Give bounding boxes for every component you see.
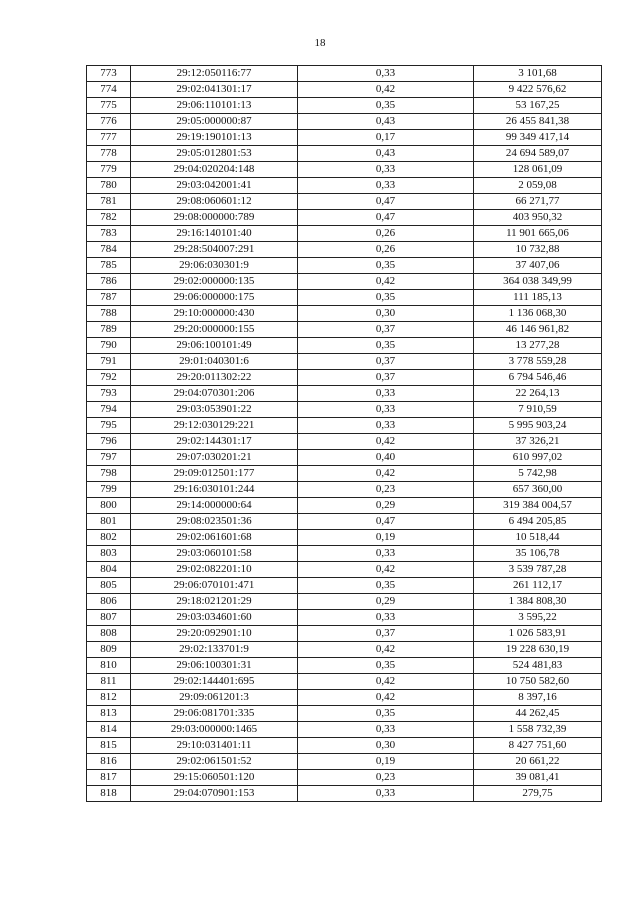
value-cell: 10 518,44	[474, 530, 602, 546]
value-cell: 19 228 630,19	[474, 642, 602, 658]
value-cell: 39 081,41	[474, 770, 602, 786]
cadastral-number-cell: 29:08:060601:12	[131, 194, 298, 210]
cadastral-number-cell: 29:28:504007:291	[131, 242, 298, 258]
rate-cell: 0,37	[298, 322, 474, 338]
value-cell: 3 778 559,28	[474, 354, 602, 370]
cadastral-number-cell: 29:05:000000:87	[131, 114, 298, 130]
row-number-cell: 786	[87, 274, 131, 290]
rate-cell: 0,42	[298, 562, 474, 578]
cadastral-number-cell: 29:07:030201:21	[131, 450, 298, 466]
rate-cell: 0,29	[298, 498, 474, 514]
value-cell: 3 101,68	[474, 66, 602, 82]
row-number-cell: 793	[87, 386, 131, 402]
cadastral-number-cell: 29:05:012801:53	[131, 146, 298, 162]
value-cell: 9 422 576,62	[474, 82, 602, 98]
value-cell: 24 694 589,07	[474, 146, 602, 162]
cadastral-number-cell: 29:02:082201:10	[131, 562, 298, 578]
value-cell: 10 732,88	[474, 242, 602, 258]
table-row	[87, 754, 602, 770]
rate-cell: 0,42	[298, 642, 474, 658]
table-row	[87, 642, 602, 658]
value-cell: 128 061,09	[474, 162, 602, 178]
row-number-cell: 794	[87, 402, 131, 418]
rate-cell: 0,33	[298, 178, 474, 194]
value-cell: 6 794 546,46	[474, 370, 602, 386]
value-cell: 1 384 808,30	[474, 594, 602, 610]
row-number-cell: 797	[87, 450, 131, 466]
row-number-cell: 811	[87, 674, 131, 690]
rate-cell: 0,17	[298, 130, 474, 146]
value-cell: 524 481,83	[474, 658, 602, 674]
row-number-cell: 795	[87, 418, 131, 434]
value-cell: 11 901 665,06	[474, 226, 602, 242]
table-row	[87, 242, 602, 258]
value-cell: 37 407,06	[474, 258, 602, 274]
table-row	[87, 482, 602, 498]
value-cell: 1 026 583,91	[474, 626, 602, 642]
table-row	[87, 514, 602, 530]
cadastral-number-cell: 29:03:042001:41	[131, 178, 298, 194]
rate-cell: 0,42	[298, 690, 474, 706]
cadastral-number-cell: 29:06:070101:471	[131, 578, 298, 594]
rate-cell: 0,35	[298, 258, 474, 274]
value-cell: 610 997,02	[474, 450, 602, 466]
rate-cell: 0,33	[298, 546, 474, 562]
table-row	[87, 562, 602, 578]
rate-cell: 0,37	[298, 626, 474, 642]
table-row	[87, 546, 602, 562]
table-row	[87, 594, 602, 610]
rate-cell: 0,23	[298, 482, 474, 498]
cadastral-number-cell: 29:02:144301:17	[131, 434, 298, 450]
row-number-cell: 788	[87, 306, 131, 322]
table-row	[87, 770, 602, 786]
row-number-cell: 777	[87, 130, 131, 146]
rate-cell: 0,35	[298, 98, 474, 114]
rate-cell: 0,33	[298, 418, 474, 434]
value-cell: 279,75	[474, 786, 602, 802]
rate-cell: 0,42	[298, 674, 474, 690]
row-number-cell: 776	[87, 114, 131, 130]
table-row	[87, 98, 602, 114]
table-row	[87, 338, 602, 354]
cadastral-number-cell: 29:02:144401:695	[131, 674, 298, 690]
value-cell: 99 349 417,14	[474, 130, 602, 146]
row-number-cell: 816	[87, 754, 131, 770]
cadastral-number-cell: 29:02:133701:9	[131, 642, 298, 658]
row-number-cell: 802	[87, 530, 131, 546]
table-row	[87, 290, 602, 306]
data-table	[86, 65, 602, 802]
table-row	[87, 66, 602, 82]
value-cell: 10 750 582,60	[474, 674, 602, 690]
row-number-cell: 782	[87, 210, 131, 226]
rate-cell: 0,42	[298, 274, 474, 290]
cadastral-number-cell: 29:02:061501:52	[131, 754, 298, 770]
cadastral-number-cell: 29:10:000000:430	[131, 306, 298, 322]
rate-cell: 0,26	[298, 226, 474, 242]
table-row	[87, 450, 602, 466]
rate-cell: 0,42	[298, 434, 474, 450]
rate-cell: 0,26	[298, 242, 474, 258]
row-number-cell: 785	[87, 258, 131, 274]
table-row	[87, 114, 602, 130]
row-number-cell: 801	[87, 514, 131, 530]
row-number-cell: 808	[87, 626, 131, 642]
cadastral-number-cell: 29:03:060101:58	[131, 546, 298, 562]
cadastral-number-cell: 29:20:011302:22	[131, 370, 298, 386]
row-number-cell: 803	[87, 546, 131, 562]
cadastral-number-cell: 29:02:041301:17	[131, 82, 298, 98]
table-row	[87, 146, 602, 162]
rate-cell: 0,19	[298, 530, 474, 546]
value-cell: 20 661,22	[474, 754, 602, 770]
cadastral-number-cell: 29:09:061201:3	[131, 690, 298, 706]
cadastral-number-cell: 29:08:000000:789	[131, 210, 298, 226]
row-number-cell: 807	[87, 610, 131, 626]
row-number-cell: 780	[87, 178, 131, 194]
rate-cell: 0,35	[298, 658, 474, 674]
value-cell: 1 558 732,39	[474, 722, 602, 738]
table-row	[87, 162, 602, 178]
table-body	[87, 66, 602, 802]
row-number-cell: 800	[87, 498, 131, 514]
rate-cell: 0,30	[298, 738, 474, 754]
table-row	[87, 786, 602, 802]
row-number-cell: 818	[87, 786, 131, 802]
cadastral-number-cell: 29:03:000000:1465	[131, 722, 298, 738]
row-number-cell: 791	[87, 354, 131, 370]
rate-cell: 0,37	[298, 370, 474, 386]
table-row	[87, 658, 602, 674]
table-row	[87, 418, 602, 434]
value-cell: 261 112,17	[474, 578, 602, 594]
table-row	[87, 130, 602, 146]
value-cell: 35 106,78	[474, 546, 602, 562]
value-cell: 8 397,16	[474, 690, 602, 706]
row-number-cell: 774	[87, 82, 131, 98]
cadastral-number-cell: 29:09:012501:177	[131, 466, 298, 482]
value-cell: 2 059,08	[474, 178, 602, 194]
cadastral-number-cell: 29:04:070301:206	[131, 386, 298, 402]
value-cell: 1 136 068,30	[474, 306, 602, 322]
rate-cell: 0,47	[298, 210, 474, 226]
cadastral-number-cell: 29:18:021201:29	[131, 594, 298, 610]
table-row	[87, 690, 602, 706]
table-row	[87, 674, 602, 690]
value-cell: 46 146 961,82	[474, 322, 602, 338]
row-number-cell: 778	[87, 146, 131, 162]
table-row	[87, 274, 602, 290]
table-row	[87, 322, 602, 338]
rate-cell: 0,35	[298, 706, 474, 722]
rate-cell: 0,33	[298, 610, 474, 626]
rate-cell: 0,33	[298, 386, 474, 402]
table-row	[87, 610, 602, 626]
table-row	[87, 178, 602, 194]
rate-cell: 0,35	[298, 338, 474, 354]
value-cell: 66 271,77	[474, 194, 602, 210]
cadastral-number-cell: 29:20:000000:155	[131, 322, 298, 338]
table-row	[87, 738, 602, 754]
rate-cell: 0,43	[298, 146, 474, 162]
table-row	[87, 354, 602, 370]
row-number-cell: 809	[87, 642, 131, 658]
cadastral-number-cell: 29:16:030101:244	[131, 482, 298, 498]
rate-cell: 0,33	[298, 66, 474, 82]
table-row	[87, 434, 602, 450]
row-number-cell: 790	[87, 338, 131, 354]
cadastral-number-cell: 29:06:000000:175	[131, 290, 298, 306]
cadastral-number-cell: 29:20:092901:10	[131, 626, 298, 642]
table-row	[87, 626, 602, 642]
cadastral-number-cell: 29:12:030129:221	[131, 418, 298, 434]
value-cell: 3 595,22	[474, 610, 602, 626]
cadastral-number-cell: 29:04:020204:148	[131, 162, 298, 178]
value-cell: 44 262,45	[474, 706, 602, 722]
rate-cell: 0,33	[298, 402, 474, 418]
row-number-cell: 781	[87, 194, 131, 210]
rate-cell: 0,42	[298, 466, 474, 482]
rate-cell: 0,33	[298, 722, 474, 738]
row-number-cell: 810	[87, 658, 131, 674]
row-number-cell: 799	[87, 482, 131, 498]
table-row	[87, 386, 602, 402]
value-cell: 5 742,98	[474, 466, 602, 482]
row-number-cell: 773	[87, 66, 131, 82]
row-number-cell: 798	[87, 466, 131, 482]
rate-cell: 0,33	[298, 786, 474, 802]
rate-cell: 0,33	[298, 162, 474, 178]
value-cell: 22 264,13	[474, 386, 602, 402]
table-row	[87, 530, 602, 546]
row-number-cell: 796	[87, 434, 131, 450]
rate-cell: 0,42	[298, 82, 474, 98]
cadastral-number-cell: 29:03:034601:60	[131, 610, 298, 626]
cadastral-number-cell: 29:02:061601:68	[131, 530, 298, 546]
value-cell: 319 384 004,57	[474, 498, 602, 514]
table-row	[87, 722, 602, 738]
value-cell: 3 539 787,28	[474, 562, 602, 578]
row-number-cell: 815	[87, 738, 131, 754]
rate-cell: 0,47	[298, 514, 474, 530]
cadastral-number-cell: 29:08:023501:36	[131, 514, 298, 530]
row-number-cell: 787	[87, 290, 131, 306]
cadastral-number-cell: 29:06:110101:13	[131, 98, 298, 114]
rate-cell: 0,40	[298, 450, 474, 466]
value-cell: 53 167,25	[474, 98, 602, 114]
cadastral-number-cell: 29:06:100301:31	[131, 658, 298, 674]
rate-cell: 0,35	[298, 578, 474, 594]
value-cell: 7 910,59	[474, 402, 602, 418]
rate-cell: 0,23	[298, 770, 474, 786]
rate-cell: 0,43	[298, 114, 474, 130]
cadastral-number-cell: 29:14:000000:64	[131, 498, 298, 514]
cadastral-number-cell: 29:16:140101:40	[131, 226, 298, 242]
value-cell: 8 427 751,60	[474, 738, 602, 754]
table-row	[87, 498, 602, 514]
cadastral-number-cell: 29:06:030301:9	[131, 258, 298, 274]
row-number-cell: 814	[87, 722, 131, 738]
value-cell: 364 038 349,99	[474, 274, 602, 290]
rate-cell: 0,29	[298, 594, 474, 610]
row-number-cell: 783	[87, 226, 131, 242]
rate-cell: 0,30	[298, 306, 474, 322]
rate-cell: 0,37	[298, 354, 474, 370]
row-number-cell: 813	[87, 706, 131, 722]
row-number-cell: 805	[87, 578, 131, 594]
cadastral-number-cell: 29:03:053901:22	[131, 402, 298, 418]
row-number-cell: 812	[87, 690, 131, 706]
table-row	[87, 466, 602, 482]
cadastral-number-cell: 29:02:000000:135	[131, 274, 298, 290]
value-cell: 13 277,28	[474, 338, 602, 354]
rate-cell: 0,47	[298, 194, 474, 210]
value-cell: 6 494 205,85	[474, 514, 602, 530]
table-row	[87, 578, 602, 594]
row-number-cell: 806	[87, 594, 131, 610]
row-number-cell: 792	[87, 370, 131, 386]
value-cell: 403 950,32	[474, 210, 602, 226]
cadastral-number-cell: 29:10:031401:11	[131, 738, 298, 754]
cadastral-number-cell: 29:19:190101:13	[131, 130, 298, 146]
row-number-cell: 779	[87, 162, 131, 178]
cadastral-number-cell: 29:12:050116:77	[131, 66, 298, 82]
table-row	[87, 706, 602, 722]
row-number-cell: 817	[87, 770, 131, 786]
value-cell: 37 326,21	[474, 434, 602, 450]
table-row	[87, 82, 602, 98]
row-number-cell: 775	[87, 98, 131, 114]
table-row	[87, 370, 602, 386]
value-cell: 657 360,00	[474, 482, 602, 498]
row-number-cell: 784	[87, 242, 131, 258]
rate-cell: 0,35	[298, 290, 474, 306]
cadastral-number-cell: 29:06:081701:335	[131, 706, 298, 722]
value-cell: 26 455 841,38	[474, 114, 602, 130]
table-row	[87, 210, 602, 226]
table-row	[87, 306, 602, 322]
row-number-cell: 804	[87, 562, 131, 578]
rate-cell: 0,19	[298, 754, 474, 770]
cadastral-number-cell: 29:15:060501:120	[131, 770, 298, 786]
table-row	[87, 226, 602, 242]
value-cell: 111 185,13	[474, 290, 602, 306]
cadastral-number-cell: 29:06:100101:49	[131, 338, 298, 354]
cadastral-number-cell: 29:04:070901:153	[131, 786, 298, 802]
cadastral-number-cell: 29:01:040301:6	[131, 354, 298, 370]
row-number-cell: 789	[87, 322, 131, 338]
table-row	[87, 194, 602, 210]
page-number: 18	[314, 37, 326, 49]
table-row	[87, 402, 602, 418]
table-row	[87, 258, 602, 274]
value-cell: 5 995 903,24	[474, 418, 602, 434]
